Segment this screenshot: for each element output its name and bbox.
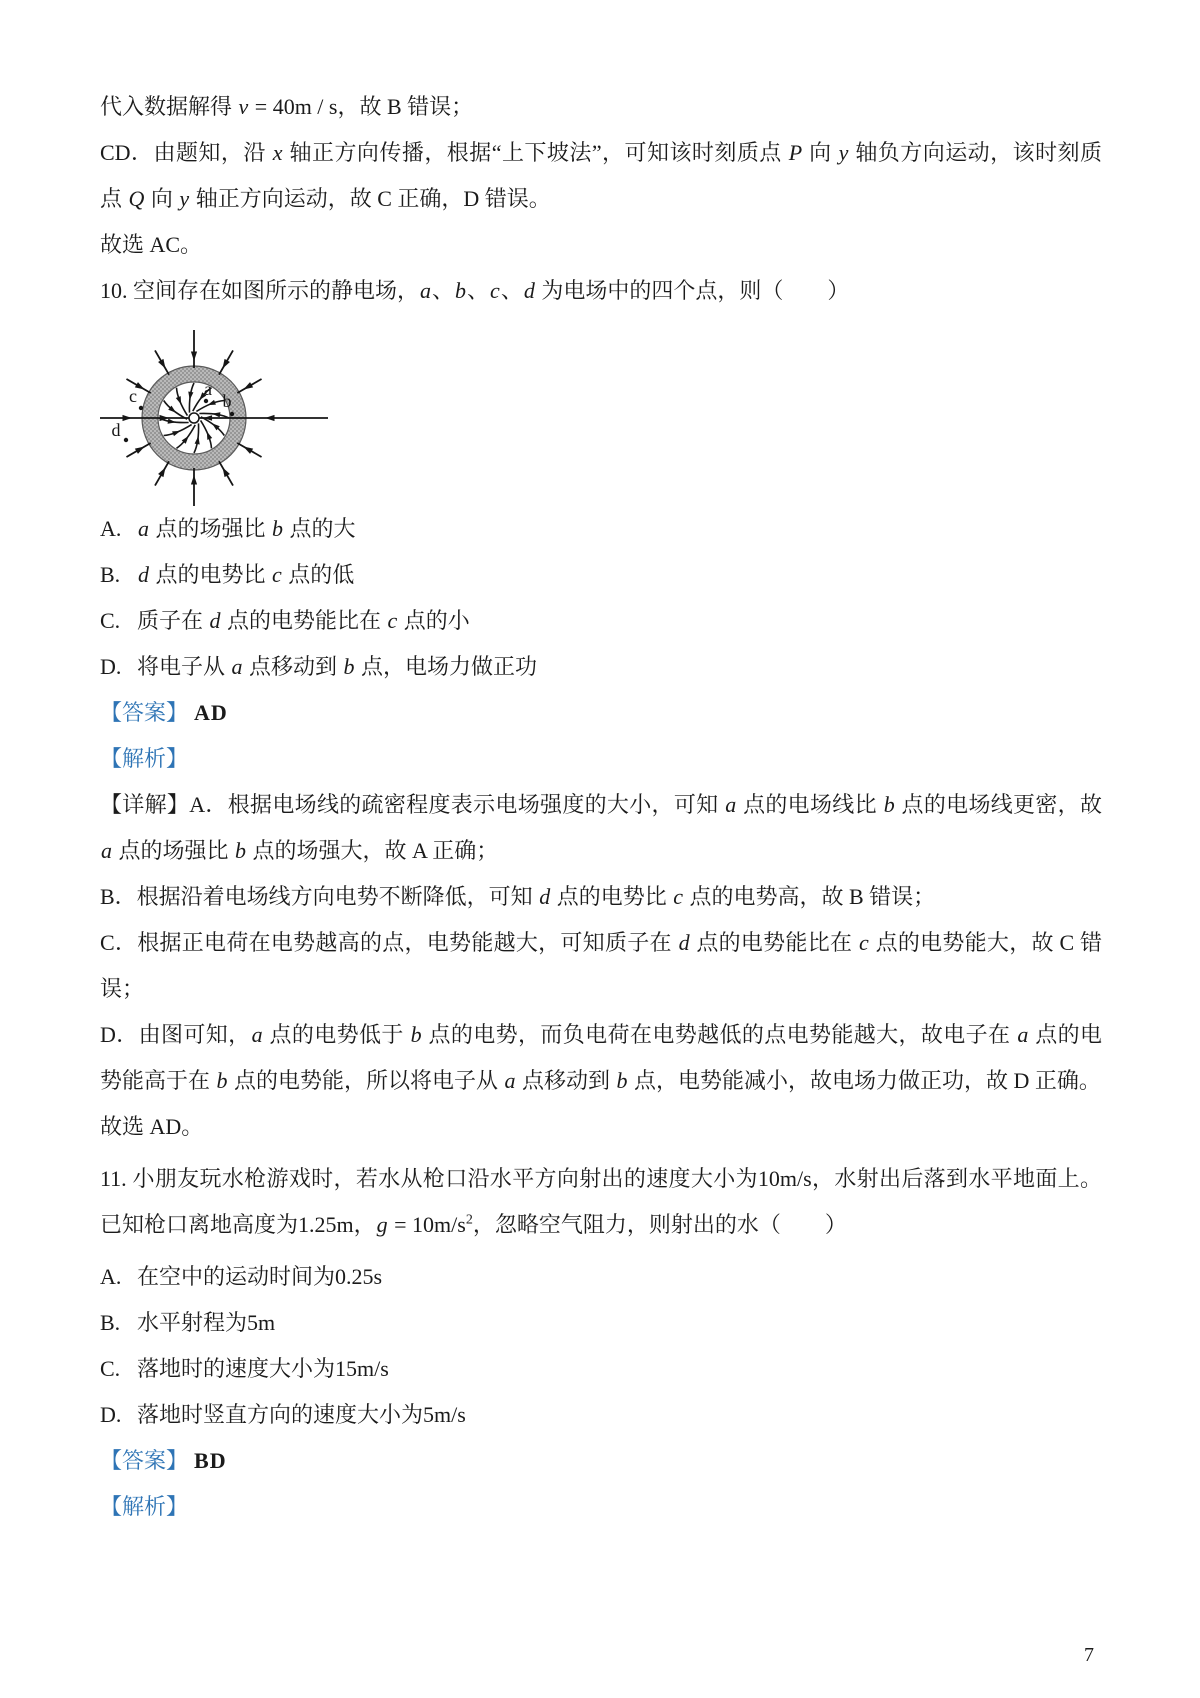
math-var: d [138,562,149,587]
text-segment: 向 [803,140,838,165]
math-var: a [231,654,243,679]
math-var: b [216,1068,228,1093]
text-segment: = 40m / s [249,94,338,119]
math-var: a [251,1022,263,1047]
text-segment: 将电子从 [137,654,231,679]
option-row [100,598,1102,644]
text-segment: 轴负方向运动，该时刻质点 [100,140,1102,211]
text-segment: 点的电势能，所以将电子从 [228,1068,504,1093]
text-segment: 代入数据解得 [100,94,238,119]
option-label: B. [100,562,121,587]
text-segment: 点的电势，而负电荷在电势越低的点电势能越大，故电子在 [422,1022,1017,1047]
text-segment: 点，电场力做正功 [355,654,538,679]
text-segment: 故选 AC。 [100,232,203,257]
text-segment: ，故 B 错误； [337,94,474,119]
text-segment: 点的小 [398,608,470,633]
math-var: g [376,1212,388,1237]
wave-answer-line [100,84,1102,130]
question-11-stem [100,1156,1102,1248]
q10-final-choice [100,1104,1102,1150]
math-var: c [673,884,683,909]
answer-value: BD [194,1448,227,1473]
analysis-row [100,736,1102,782]
figure-point-label: d [111,420,121,440]
text-segment: 在空中的运动时间为0.25s [137,1264,383,1289]
math-var: P [788,140,803,165]
text-segment: 点的场强比 [113,838,235,863]
text-segment: 、 [432,278,455,303]
option-row [100,1392,1102,1438]
option-row [100,552,1102,598]
math-var: d [539,884,551,909]
wave-cd-explanation [100,130,1102,222]
math-var: y [179,186,190,211]
option-label: D. [100,1402,122,1427]
answer-value: AD [194,700,228,725]
text-segment: 落地时竖直方向的速度大小为5m/s [137,1402,466,1427]
text-segment: 点的电场线更密，故 [895,792,1102,817]
text-segment: 点移动到 [516,1068,616,1093]
text-segment: 轴正方向传播，根据“上下坡法”，可知该时刻质点 [283,140,788,165]
text-segment: 点移动到 [243,654,343,679]
option-row [100,644,1102,690]
question-10-stem [100,268,1102,314]
text-segment: B．根据沿着电场线方向电势不断降低，可知 [100,884,539,909]
text-segment: 点的电势低于 [263,1022,410,1047]
text-segment: 点的电势比 [551,884,673,909]
field-figure-svg [100,314,350,506]
option-label: C. [100,608,121,633]
section-marker: 【解析】 [100,1494,189,1519]
text-segment: 、 [467,278,490,303]
figure-point-label: a [204,379,212,399]
math-var: d [523,278,535,303]
math-var: a [420,278,432,303]
question-figure [100,314,1102,506]
math-var: v [238,94,249,119]
math-var: a [101,838,112,863]
option-row [100,1254,1102,1300]
math-var: c [272,562,282,587]
math-var: Q [128,186,145,211]
math-var: b [235,838,247,863]
option-label: A. [100,516,122,541]
text-segment: 点的低 [282,562,355,587]
q10-detail-b [100,874,1102,920]
text-segment: 轴正方向运动，故 C 正确，D 错误。 [190,186,551,211]
math-var: a [138,516,149,541]
section-marker: 【答案】 [100,700,189,725]
text-segment: D．由图可知， [100,1022,251,1047]
text-segment: 点的大 [284,516,356,541]
math-var: c [859,930,869,955]
math-var: d [209,608,221,633]
option-label: C. [100,1356,121,1381]
math-var: b [343,654,355,679]
answer-row [100,690,1102,736]
answer-row [100,1438,1102,1484]
text-segment: C．根据正电荷在电势越高的点，电势能越大，可知质子在 [100,930,678,955]
text-segment: 落地时的速度大小为15m/s [137,1356,389,1381]
text-segment: 、 [500,278,523,303]
text-segment: 点，电势能减小，故电场力做正功，故 D 正确。 [628,1068,1101,1093]
text-segment: 点的电势能大，故 C 错误； [100,930,1102,1001]
math-var: x [272,140,283,165]
math-var: a [504,1068,516,1093]
math-var: b [272,516,284,541]
math-var: a [725,792,737,817]
option-label: B. [100,1310,121,1335]
option-row [100,1300,1102,1346]
text-segment: = 10m/s [388,1212,466,1237]
section-marker: 【答案】 [100,1448,189,1473]
text-segment: 为电场中的四个点，则（ ） [535,278,850,303]
text-segment: 故选 AD。 [100,1114,204,1139]
math-var: y [838,140,849,165]
text-segment: 点的电场线比 [737,792,883,817]
math-var: d [678,930,690,955]
text-segment: 向 [145,186,179,211]
q10-detail-c [100,920,1102,1012]
math-var: b [410,1022,422,1047]
text-segment: 11. 小朋友玩水枪游戏时，若水从枪口沿水平方向射出的速度大小为10m/s，水射出后落到水平地面上。已知枪口离地高度为1.25m， [100,1166,1102,1237]
text-segment: 点的场强大，故 A 正确； [247,838,499,863]
option-row [100,506,1102,552]
wave-final-choice [100,222,1102,268]
text-segment: 点的电势比 [150,562,272,587]
text-segment: 点的场强比 [150,516,272,541]
option-row [100,1346,1102,1392]
option-label: A. [100,1264,122,1289]
q10-detail-a [100,782,1102,874]
q10-detail-d [100,1012,1102,1104]
analysis-row [100,1484,1102,1530]
text-segment: 点的电势能高于在 [100,1022,1102,1093]
section-marker: 【解析】 [100,746,189,771]
superscript: 2 [465,1212,473,1228]
text-segment: 【详解】A．根据电场线的疏密程度表示电场强度的大小，可知 [100,792,725,817]
figure-point-label: b [222,391,232,411]
text-segment: 点的电势能比在 [690,930,859,955]
text-segment: 点的电势能比在 [221,608,387,633]
text-segment: 质子在 [137,608,209,633]
text-segment: 水平射程为5m [137,1310,276,1335]
text-segment: ，忽略空气阻力，则射出的水（ ） [472,1212,847,1237]
text-segment: 10. 空间存在如图所示的静电场， [100,278,420,303]
text-segment: CD．由题知，沿 [100,140,272,165]
math-var: b [616,1068,628,1093]
text-segment: 点的电势高，故 B 错误； [683,884,936,909]
math-var: c [490,278,500,303]
figure-point-label: c [129,386,137,406]
math-var: b [455,278,467,303]
math-var: b [883,792,895,817]
page-number: 7 [1084,1644,1094,1666]
math-var: a [1017,1022,1029,1047]
option-label: D. [100,654,122,679]
math-var: c [387,608,398,633]
